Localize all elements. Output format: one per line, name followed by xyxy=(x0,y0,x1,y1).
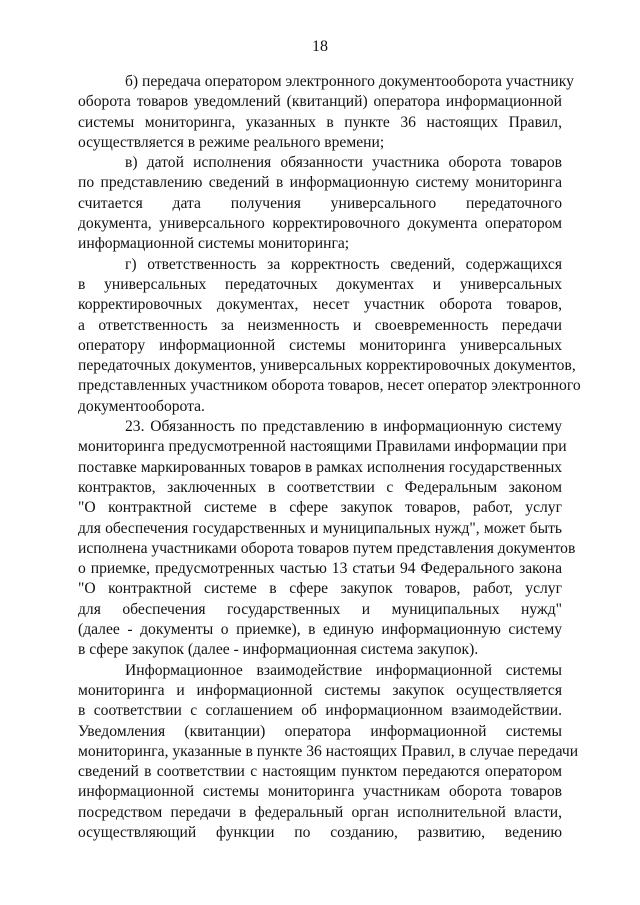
text-line: считается дата получения универсального передаточного xyxy=(78,194,562,212)
text-line: в сфере закупок (далее - информационная система закупок). xyxy=(78,641,479,659)
text-line: для обеспечения государственных и муниципальных нужд" xyxy=(78,600,562,618)
paragraph xyxy=(78,417,576,661)
text-line: г) ответственность за корректность сведений, содержащихся xyxy=(125,255,562,273)
text-line: информационной системы мониторинга участникам оборота товаров xyxy=(78,783,562,801)
paragraph xyxy=(78,153,562,254)
page-number: 18 xyxy=(312,38,328,55)
text-line: оборота товаров уведомлений (квитанций) оператора информационной xyxy=(78,93,562,111)
text-line: (далее - документы о приемке), в единую информационную систему xyxy=(78,621,562,639)
text-line: исполнена участниками оборота товаров путем представления документов xyxy=(78,539,576,557)
text-line: в) датой исполнения обязанности участника оборота товаров xyxy=(125,154,562,172)
paragraph xyxy=(78,661,579,844)
text-line: мониторинга, указанные в пункте 36 настоящих Правил, в случае передачи xyxy=(78,742,579,760)
paragraph xyxy=(78,72,574,153)
text-line: для обеспечения государственных и муниципальных нужд", может быть xyxy=(78,519,562,537)
text-line: мониторинга и информационной системы закупок осуществляется xyxy=(78,681,562,699)
text-line: по представлению сведений в информационную систему мониторинга xyxy=(78,174,562,192)
text-line: представленных участником оборота товаров, несет оператор электронного xyxy=(78,377,581,395)
text-line: поставке маркированных товаров в рамках исполнения государственных xyxy=(78,458,563,476)
text-line: мониторинга предусмотренной настоящими Правилами информации при xyxy=(78,438,567,456)
text-line: Уведомления (квитанции) оператора информационной системы xyxy=(78,722,562,740)
text-line: сведений в соответствии с настоящим пунктом передаются оператором xyxy=(78,763,562,781)
text-line: осуществляется в режиме реального времени; xyxy=(78,133,385,151)
text-line: информационной системы мониторинга; xyxy=(78,235,350,253)
text-line: в универсальных передаточных документах и универсальных xyxy=(78,275,562,293)
text-line: Информационное взаимодействие информационной системы xyxy=(125,661,562,679)
text-line: системы мониторинга, указанных в пункте 36 настоящих Правил, xyxy=(78,113,562,131)
text-line: передаточных документов, универсальных корректировочных документов, xyxy=(78,357,576,375)
text-line: осуществляющий функции по созданию, развитию, ведению xyxy=(78,823,562,841)
text-line: в соответствии с соглашением об информационном взаимодействии. xyxy=(78,702,562,720)
text-line: оператору информационной системы мониторинга универсальных xyxy=(78,336,562,354)
text-line: посредством передачи в федеральный орган исполнительной власти, xyxy=(78,803,562,821)
paragraph xyxy=(78,255,581,417)
document-body xyxy=(78,72,581,843)
text-line: "О контрактной системе в сфере закупок товаров, работ, услуг xyxy=(78,580,562,598)
text-line: документооборота. xyxy=(78,397,205,415)
text-line: контрактов, заключенных в соответствии с Федеральным законом xyxy=(78,478,562,496)
text-line: а ответственность за неизменность и своевременность передачи xyxy=(78,316,562,334)
text-line: документа, универсального корректировочного документа оператором xyxy=(78,215,562,233)
text-line: б) передача оператором электронного документооборота участнику xyxy=(125,73,574,90)
text-line: корректировочных документах, несет участник оборота товаров, xyxy=(78,296,562,314)
text-line: 23. Обязанность по представлению в информационную систему xyxy=(125,418,562,436)
text-line: о приемке, предусмотренных частью 13 статьи 94 Федерального закона xyxy=(78,560,562,578)
text-line: "О контрактной системе в сфере закупок товаров, работ, услуг xyxy=(78,499,562,517)
